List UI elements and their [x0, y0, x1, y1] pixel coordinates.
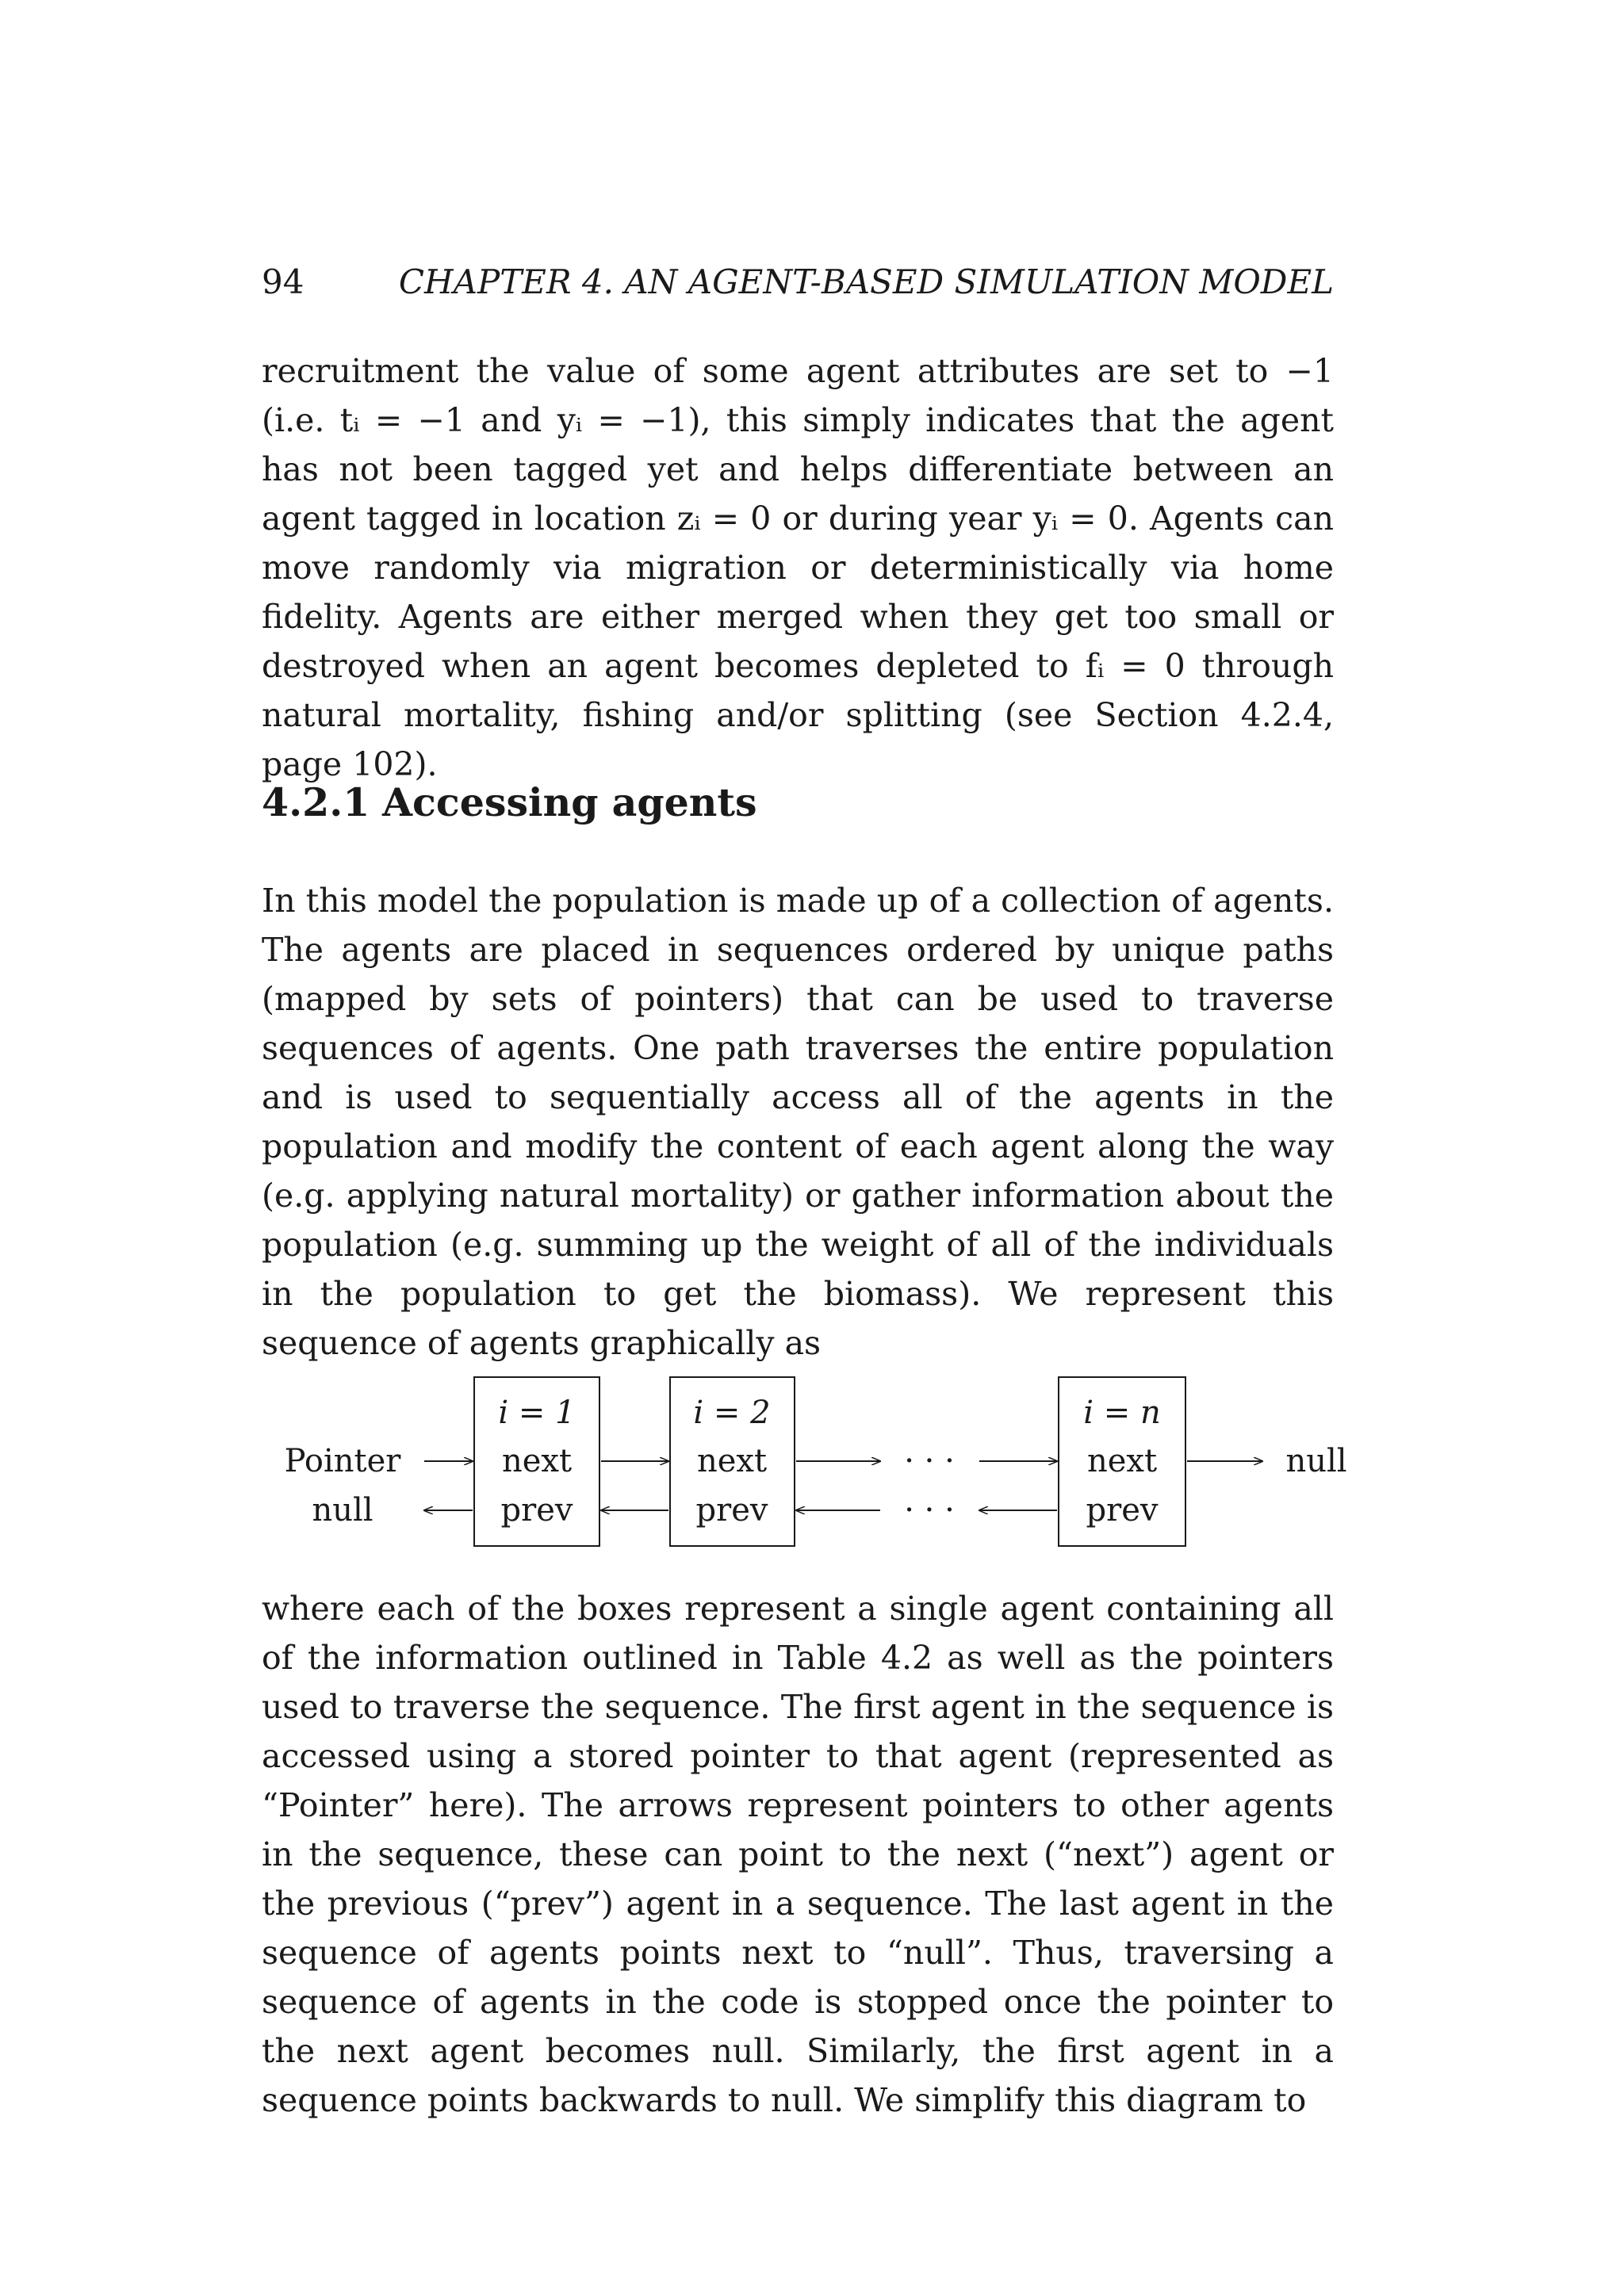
linked-list-diagram: [262, 1364, 1372, 1562]
page-number: 94: [262, 262, 304, 301]
left-null-label: null: [312, 1492, 373, 1529]
agent-2-prev: prev: [695, 1492, 768, 1529]
section-heading: [262, 775, 1334, 830]
paragraph-diagram-explanation: where each of the boxes represent a single agent containing all of the information outlined in Table 4.2 as well as the pointers used to traverse the sequence. The first agent in the sequence is accessed using a stored pointer to that agent (represented as “Pointer” here). The arrows represent pointers to other agents in the sequence, these can point to the next (“next”) agent or the previous (“prev”) agent in a sequence. The last agent in the sequence of agents points next to “null”. Thus, traversing a sequence of agents in the code is stopped once the pointer to the next agent becomes null. Similarly, the first agent in a sequence points backwards to null. We simplify this diagram to: [262, 1590, 1334, 2119]
agent-1-prev: prev: [500, 1492, 573, 1529]
agent-n-prev: prev: [1086, 1492, 1159, 1529]
section-title: Accessing agents: [382, 779, 757, 825]
paragraph-accessing-agents: In this model the population is made up of a collection of agents. The agents are placed in sequences ordered by unique paths (mapped by sets of pointers) that can be used to traverse sequences of agents. One path traverses the entire population and is used to sequentially access all of the agents in the population and modify the content of each agent along the way (e.g. applying natural mortality) or gather information about the population (e.g. summing up the weight of all of the individuals in the population to get the biomass). We represent this sequence of agents graphically as: [262, 882, 1334, 1362]
ellipsis-bottom: · · ·: [904, 1492, 955, 1529]
agent-n-next: next: [1086, 1443, 1158, 1479]
agent-n-index: i = n: [1083, 1395, 1161, 1431]
right-null-label: null: [1285, 1443, 1347, 1479]
ellipsis-top: · · ·: [904, 1443, 955, 1479]
agent-2-index: i = 2: [693, 1395, 771, 1431]
running-title: CHAPTER 4. AN AGENT-BASED SIMULATION MODEL: [398, 262, 1334, 301]
section-number: 4.2.1: [262, 779, 370, 825]
agent-2-next: next: [696, 1443, 768, 1479]
pointer-label: Pointer: [284, 1443, 401, 1479]
paragraph-recruitment: recruitment the value of some agent attributes are set to −1 (i.e. tᵢ = −1 and yᵢ = −1), this simply indicates that the agent has not been tagged yet and helps differentiate between an agent tagged in location zᵢ = 0 or during year yᵢ = 0. Agents can move randomly via migration or deterministically via home fidelity. Agents are either merged when they get too small or destroyed when an agent becomes depleted to fᵢ = 0 through natural mortality, fishing and/or splitting (see Section 4.2.4, page 102).: [262, 352, 1334, 783]
agent-1-index: i = 1: [498, 1395, 576, 1431]
diagram-lines: [262, 1364, 1372, 1562]
page-header: [262, 258, 1334, 306]
agent-1-next: next: [501, 1443, 573, 1479]
